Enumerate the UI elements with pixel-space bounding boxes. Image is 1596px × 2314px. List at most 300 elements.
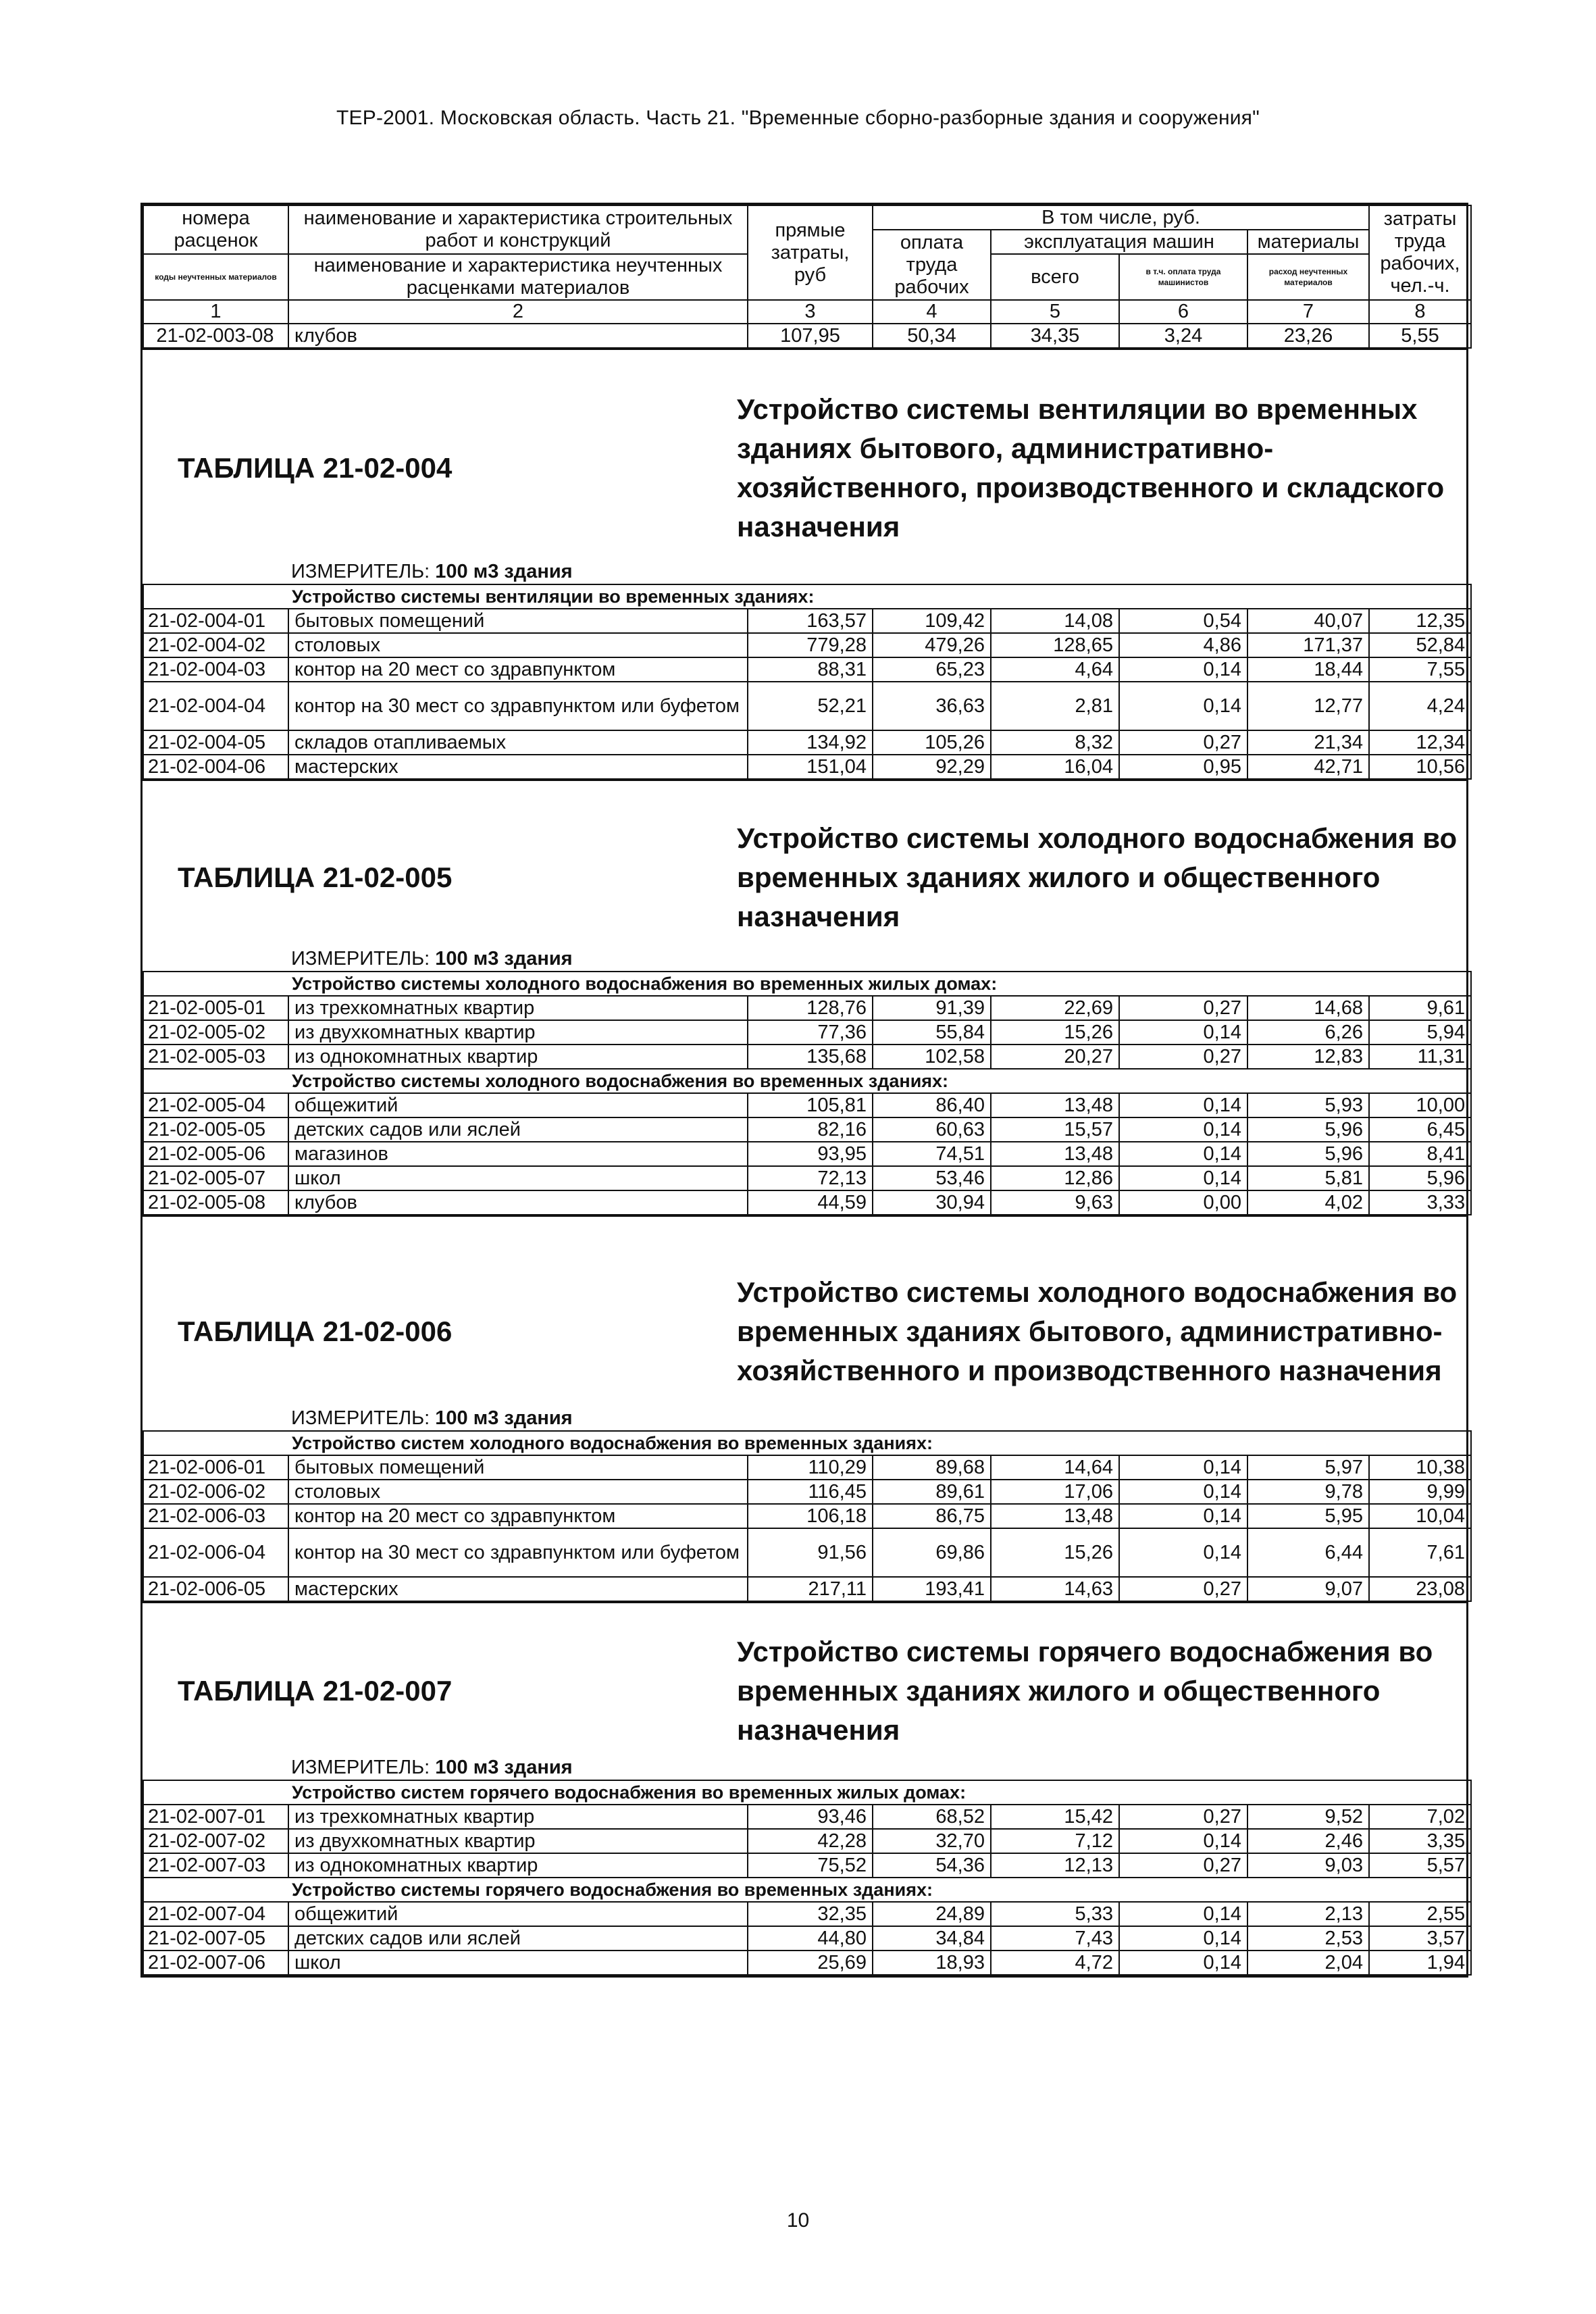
materials: 9,78 (1247, 1480, 1369, 1504)
labor-pay: 60,63 (873, 1117, 991, 1142)
materials: 21,34 (1247, 730, 1369, 755)
rate-code: 21-02-005-03 (143, 1045, 288, 1069)
rate-code: 21-02-006-03 (143, 1504, 288, 1528)
machine-total: 5,33 (991, 1902, 1119, 1926)
table-row (143, 1853, 1471, 1878)
table-row (143, 1902, 1471, 1926)
col-labor-pay-header: оплата труда рабочих (873, 230, 991, 300)
direct-costs: 135,68 (748, 1045, 873, 1069)
table-row (143, 996, 1471, 1020)
machine-total: 12,86 (991, 1166, 1119, 1190)
table-label: ТАБЛИЦА 21-02-004 (178, 452, 453, 484)
rates-sheet (140, 203, 1468, 1978)
work-name: контор на 20 мест со здравпунктом (288, 1504, 748, 1528)
machine-total: 14,08 (991, 609, 1119, 633)
labor-pay: 36,63 (873, 682, 991, 730)
work-name: контор на 30 мест со здравпунктом или буфетом (288, 1528, 748, 1577)
operator-pay: 0,14 (1119, 1902, 1247, 1926)
materials: 171,37 (1247, 633, 1369, 657)
rate-code: 21-02-006-02 (143, 1480, 288, 1504)
rate-code: 21-02-004-01 (143, 609, 288, 633)
machine-total: 17,06 (991, 1480, 1119, 1504)
measure-label: ИЗМЕРИТЕЛЬ: (291, 1407, 430, 1429)
machine-total: 2,81 (991, 682, 1119, 730)
machine-total: 128,65 (991, 633, 1119, 657)
work-name: бытовых помещений (288, 1455, 748, 1480)
table-row (143, 1455, 1471, 1480)
rate-table (143, 584, 1472, 780)
machine-total: 8,32 (991, 730, 1119, 755)
labor-pay: 102,58 (873, 1045, 991, 1069)
labor-hours: 5,55 (1369, 324, 1471, 348)
operator-pay: 0,27 (1119, 1805, 1247, 1829)
rate-code: 21-02-007-04 (143, 1902, 288, 1926)
labor-hours: 11,31 (1369, 1045, 1471, 1069)
materials: 2,13 (1247, 1902, 1369, 1926)
rate-code: 21-02-005-08 (143, 1190, 288, 1215)
direct-costs: 77,36 (748, 1020, 873, 1045)
work-name: из однокомнатных квартир (288, 1853, 748, 1878)
measure-label: ИЗМЕРИТЕЛЬ: (291, 1757, 430, 1778)
machine-total: 9,63 (991, 1190, 1119, 1215)
labor-pay: 89,68 (873, 1455, 991, 1480)
labor-hours: 1,94 (1369, 1951, 1471, 1975)
operator-pay: 0,27 (1119, 1577, 1247, 1601)
labor-pay: 32,70 (873, 1829, 991, 1853)
rate-code: 21-02-005-04 (143, 1093, 288, 1117)
labor-hours: 3,57 (1369, 1926, 1471, 1951)
work-name: складов отапливаемых (288, 730, 748, 755)
materials: 40,07 (1247, 609, 1369, 633)
col-materials-header: материалы (1247, 230, 1369, 254)
direct-costs: 25,69 (748, 1951, 873, 1975)
rate-tables (143, 349, 1466, 1976)
materials: 5,81 (1247, 1166, 1369, 1190)
direct-costs: 72,13 (748, 1166, 873, 1190)
table-row (143, 609, 1471, 633)
machine-total: 16,04 (991, 755, 1119, 779)
rate-table (143, 971, 1472, 1215)
machine-total: 13,48 (991, 1504, 1119, 1528)
work-name: клубов (288, 324, 748, 348)
work-name: бытовых помещений (288, 609, 748, 633)
materials: 5,93 (1247, 1093, 1369, 1117)
column-numbers-row (143, 300, 1471, 324)
table-title: Устройство системы холодного водоснабжения во временных зданиях бытового, административно-хозяйственного и производственного назначения (737, 1276, 1458, 1386)
work-name: из двухкомнатных квартир (288, 1829, 748, 1853)
section-heading-row (143, 1069, 1471, 1093)
table-title: Устройство системы горячего водоснабжения во временных зданиях жилого и общественного назначения (737, 1636, 1433, 1746)
labor-pay: 69,86 (873, 1528, 991, 1577)
labor-hours: 10,56 (1369, 755, 1471, 779)
section-heading-row (143, 972, 1471, 996)
table-row (143, 1951, 1471, 1975)
direct-costs: 44,59 (748, 1190, 873, 1215)
labor-pay: 91,39 (873, 996, 991, 1020)
machine-total: 12,13 (991, 1853, 1119, 1878)
operator-pay: 0,14 (1119, 1926, 1247, 1951)
direct-costs: 52,21 (748, 682, 873, 730)
column-header-table (143, 205, 1472, 349)
labor-hours: 23,08 (1369, 1577, 1471, 1601)
labor-hours: 10,04 (1369, 1504, 1471, 1528)
section-heading: Устройство системы горячего водоснабжения во временных зданиях: (143, 1878, 1471, 1902)
operator-pay: 0,14 (1119, 1951, 1247, 1975)
col-machine-operation-header: эксплуатация машин (991, 230, 1247, 254)
labor-pay: 86,75 (873, 1504, 991, 1528)
operator-pay: 0,14 (1119, 1829, 1247, 1853)
rate-code: 21-02-006-04 (143, 1528, 288, 1577)
materials: 6,44 (1247, 1528, 1369, 1577)
machine-total: 22,69 (991, 996, 1119, 1020)
operator-pay: 0,14 (1119, 657, 1247, 682)
section-heading: Устройство системы холодного водоснабжения во временных жилых домах: (143, 972, 1471, 996)
direct-costs: 91,56 (748, 1528, 873, 1577)
rate-code: 21-02-005-01 (143, 996, 288, 1020)
labor-pay: 74,51 (873, 1142, 991, 1166)
labor-pay: 89,61 (873, 1480, 991, 1504)
labor-pay: 92,29 (873, 755, 991, 779)
materials: 6,26 (1247, 1020, 1369, 1045)
table-row (143, 1166, 1471, 1190)
work-name: столовых (288, 1480, 748, 1504)
machine-total: 14,63 (991, 1577, 1119, 1601)
work-name: контор на 20 мест со здравпунктом (288, 657, 748, 682)
labor-hours: 2,55 (1369, 1902, 1471, 1926)
direct-costs: 93,46 (748, 1805, 873, 1829)
measure-unit (143, 559, 1466, 584)
labor-hours: 9,61 (1369, 996, 1471, 1020)
labor-pay: 86,40 (873, 1093, 991, 1117)
work-name: общежитий (288, 1093, 748, 1117)
machine-total: 15,26 (991, 1020, 1119, 1045)
table-row (143, 1045, 1471, 1069)
operator-pay: 0,14 (1119, 1020, 1247, 1045)
direct-costs: 75,52 (748, 1853, 873, 1878)
table-row (143, 1190, 1471, 1215)
measure-unit (143, 947, 1466, 971)
rate-code: 21-02-004-04 (143, 682, 288, 730)
direct-costs: 82,16 (748, 1117, 873, 1142)
col-rate-number-header: номера расценок (143, 205, 288, 254)
col-including-header: В том числе, руб. (873, 205, 1369, 230)
column-number: 3 (748, 300, 873, 324)
materials: 14,68 (1247, 996, 1369, 1020)
table-row (143, 1020, 1471, 1045)
col-operator-pay-header: в т.ч. оплата труда машинистов (1119, 254, 1247, 300)
materials: 23,26 (1247, 324, 1369, 348)
labor-hours: 7,55 (1369, 657, 1471, 682)
machine-total: 15,42 (991, 1805, 1119, 1829)
operator-pay: 0,27 (1119, 1853, 1247, 1878)
labor-hours: 9,99 (1369, 1480, 1471, 1504)
work-name: магазинов (288, 1142, 748, 1166)
work-name: мастерских (288, 755, 748, 779)
operator-pay: 0,14 (1119, 1480, 1247, 1504)
table-title-block (143, 1602, 1466, 1780)
operator-pay: 0,14 (1119, 1504, 1247, 1528)
table-row (143, 657, 1471, 682)
labor-hours: 12,35 (1369, 609, 1471, 633)
section-heading-row (143, 1780, 1471, 1805)
labor-pay: 30,94 (873, 1190, 991, 1215)
operator-pay: 0,95 (1119, 755, 1247, 779)
rate-code: 21-02-007-05 (143, 1926, 288, 1951)
measure-unit (143, 1755, 1466, 1780)
labor-hours: 3,35 (1369, 1829, 1471, 1853)
rate-code: 21-02-007-06 (143, 1951, 288, 1975)
rate-table (143, 1780, 1472, 1976)
table-label: ТАБЛИЦА 21-02-006 (178, 1315, 453, 1347)
table-row (143, 730, 1471, 755)
materials: 9,07 (1247, 1577, 1369, 1601)
direct-costs: 88,31 (748, 657, 873, 682)
direct-costs: 105,81 (748, 1093, 873, 1117)
section-heading: Устройство систем горячего водоснабжения во временных жилых домах: (143, 1780, 1471, 1805)
operator-pay: 3,24 (1119, 324, 1247, 348)
direct-costs: 110,29 (748, 1455, 873, 1480)
table-row (143, 1142, 1471, 1166)
materials: 5,96 (1247, 1142, 1369, 1166)
work-name: детских садов или яслей (288, 1117, 748, 1142)
labor-pay: 54,36 (873, 1853, 991, 1878)
operator-pay: 0,14 (1119, 682, 1247, 730)
direct-costs: 106,18 (748, 1504, 873, 1528)
materials: 5,95 (1247, 1504, 1369, 1528)
rate-code: 21-02-006-05 (143, 1577, 288, 1601)
operator-pay: 0,14 (1119, 1142, 1247, 1166)
measure-label: ИЗМЕРИТЕЛЬ: (291, 561, 430, 582)
machine-total: 7,12 (991, 1829, 1119, 1853)
column-number: 2 (288, 300, 748, 324)
labor-hours: 5,94 (1369, 1020, 1471, 1045)
rate-code: 21-02-005-02 (143, 1020, 288, 1045)
materials: 2,04 (1247, 1951, 1369, 1975)
operator-pay: 4,86 (1119, 633, 1247, 657)
work-name: школ (288, 1951, 748, 1975)
materials: 9,03 (1247, 1853, 1369, 1878)
labor-hours: 8,41 (1369, 1142, 1471, 1166)
labor-pay: 193,41 (873, 1577, 991, 1601)
labor-pay: 18,93 (873, 1951, 991, 1975)
rate-code: 21-02-004-05 (143, 730, 288, 755)
table-row (143, 1504, 1471, 1528)
materials: 12,83 (1247, 1045, 1369, 1069)
labor-hours: 12,34 (1369, 730, 1471, 755)
col-direct-costs-header: прямые затраты, руб (748, 205, 873, 300)
table-row (143, 633, 1471, 657)
col-work-name-header: наименование и характеристика строительных работ и конструкций (288, 205, 748, 254)
column-number: 1 (143, 300, 288, 324)
operator-pay: 0,27 (1119, 730, 1247, 755)
table-row (143, 324, 1471, 348)
rate-code: 21-02-006-01 (143, 1455, 288, 1480)
operator-pay: 0,27 (1119, 1045, 1247, 1069)
labor-hours: 7,61 (1369, 1528, 1471, 1577)
operator-pay: 0,00 (1119, 1190, 1247, 1215)
work-name: из трехкомнатных квартир (288, 1805, 748, 1829)
measure-value: 100 м3 здания (435, 561, 573, 582)
work-name: мастерских (288, 1577, 748, 1601)
table-title-block (143, 1215, 1466, 1430)
machine-total: 7,43 (991, 1926, 1119, 1951)
operator-pay: 0,27 (1119, 996, 1247, 1020)
page-number: 10 (786, 2209, 810, 2232)
materials: 4,02 (1247, 1190, 1369, 1215)
table-label: ТАБЛИЦА 21-02-007 (178, 1675, 453, 1707)
labor-pay: 24,89 (873, 1902, 991, 1926)
labor-pay: 65,23 (873, 657, 991, 682)
work-name: школ (288, 1166, 748, 1190)
machine-total: 13,48 (991, 1093, 1119, 1117)
labor-hours: 4,24 (1369, 682, 1471, 730)
work-name: из двухкомнатных квартир (288, 1020, 748, 1045)
machine-total: 20,27 (991, 1045, 1119, 1069)
measure-value: 100 м3 здания (435, 948, 573, 970)
direct-costs: 44,80 (748, 1926, 873, 1951)
section-heading-row (143, 584, 1471, 609)
labor-pay: 68,52 (873, 1805, 991, 1829)
labor-pay: 479,26 (873, 633, 991, 657)
table-title: Устройство системы холодного водоснабжения во временных зданиях жилого и общественного назначения (737, 822, 1458, 932)
machine-total: 4,72 (991, 1951, 1119, 1975)
col-machine-total-header: всего (991, 254, 1119, 300)
machine-total: 15,26 (991, 1528, 1119, 1577)
work-name: из однокомнатных квартир (288, 1045, 748, 1069)
work-name: из трехкомнатных квартир (288, 996, 748, 1020)
direct-costs: 128,76 (748, 996, 873, 1020)
column-number: 7 (1247, 300, 1369, 324)
direct-costs: 32,35 (748, 1902, 873, 1926)
section-heading: Устройство систем холодного водоснабжения во временных зданиях: (143, 1431, 1471, 1455)
operator-pay: 0,14 (1119, 1455, 1247, 1480)
rate-table (143, 1430, 1472, 1602)
labor-pay: 34,84 (873, 1926, 991, 1951)
table-row (143, 1805, 1471, 1829)
labor-hours: 10,38 (1369, 1455, 1471, 1480)
machine-total: 4,64 (991, 657, 1119, 682)
materials: 2,46 (1247, 1829, 1369, 1853)
direct-costs: 116,45 (748, 1480, 873, 1504)
rate-code: 21-02-003-08 (143, 324, 288, 348)
rate-code: 21-02-007-03 (143, 1853, 288, 1878)
labor-hours: 3,33 (1369, 1190, 1471, 1215)
table-row (143, 682, 1471, 730)
labor-pay: 55,84 (873, 1020, 991, 1045)
operator-pay: 0,14 (1119, 1528, 1247, 1577)
page-header: ТЕР-2001. Московская область. Часть 21. "Временные сборно-разборные здания и сооружения" (336, 107, 1260, 129)
table-title: Устройство системы вентиляции во временных зданиях бытового, административно-хозяйственного, производственного и складского назначения (737, 393, 1445, 543)
table-row (143, 1480, 1471, 1504)
materials: 18,44 (1247, 657, 1369, 682)
direct-costs: 779,28 (748, 633, 873, 657)
work-name: столовых (288, 633, 748, 657)
materials: 2,53 (1247, 1926, 1369, 1951)
section-heading: Устройство системы холодного водоснабжения во временных зданиях: (143, 1069, 1471, 1093)
labor-hours: 5,57 (1369, 1853, 1471, 1878)
rate-code: 21-02-007-01 (143, 1805, 288, 1829)
operator-pay: 0,14 (1119, 1117, 1247, 1142)
measure-value: 100 м3 здания (435, 1407, 573, 1429)
direct-costs: 134,92 (748, 730, 873, 755)
labor-hours: 10,00 (1369, 1093, 1471, 1117)
table-row (143, 1528, 1471, 1577)
rate-code: 21-02-007-02 (143, 1829, 288, 1853)
rate-code: 21-02-004-03 (143, 657, 288, 682)
table-title-block (143, 780, 1466, 971)
machine-total: 14,64 (991, 1455, 1119, 1480)
labor-pay: 109,42 (873, 609, 991, 633)
rate-code: 21-02-004-06 (143, 755, 288, 779)
section-heading-row (143, 1878, 1471, 1902)
labor-pay: 105,26 (873, 730, 991, 755)
measure-unit (143, 1406, 1466, 1430)
col-material-codes-header: коды неучтенных материалов (143, 254, 288, 300)
direct-costs: 42,28 (748, 1829, 873, 1853)
table-title-block (143, 349, 1466, 584)
section-heading: Устройство системы вентиляции во временных зданиях: (143, 584, 1471, 609)
operator-pay: 0,14 (1119, 1166, 1247, 1190)
rate-code: 21-02-005-06 (143, 1142, 288, 1166)
measure-label: ИЗМЕРИТЕЛЬ: (291, 948, 430, 970)
col-material-names-header: наименование и характеристика неучтенных расценками материалов (288, 254, 748, 300)
table-row (143, 1117, 1471, 1142)
materials: 12,77 (1247, 682, 1369, 730)
machine-total: 13,48 (991, 1142, 1119, 1166)
labor-pay: 50,34 (873, 324, 991, 348)
direct-costs: 163,57 (748, 609, 873, 633)
direct-costs: 151,04 (748, 755, 873, 779)
column-number: 6 (1119, 300, 1247, 324)
machine-total: 15,57 (991, 1117, 1119, 1142)
col-labor-hours-header: затраты труда рабочих, чел.-ч. (1369, 205, 1471, 300)
table-label: ТАБЛИЦА 21-02-005 (178, 861, 453, 893)
rate-code: 21-02-004-02 (143, 633, 288, 657)
operator-pay: 0,54 (1119, 609, 1247, 633)
section-heading-row (143, 1431, 1471, 1455)
labor-hours: 5,96 (1369, 1166, 1471, 1190)
column-number: 4 (873, 300, 991, 324)
table-row (143, 1577, 1471, 1601)
table-row (143, 755, 1471, 779)
work-name: общежитий (288, 1902, 748, 1926)
col-material-consumption-header: расход неучтенных материалов (1247, 254, 1369, 300)
table-row (143, 1093, 1471, 1117)
work-name: детских садов или яслей (288, 1926, 748, 1951)
materials: 5,97 (1247, 1455, 1369, 1480)
direct-costs: 107,95 (748, 324, 873, 348)
labor-hours: 52,84 (1369, 633, 1471, 657)
rate-code: 21-02-005-07 (143, 1166, 288, 1190)
rate-code: 21-02-005-05 (143, 1117, 288, 1142)
work-name: контор на 30 мест со здравпунктом или буфетом (288, 682, 748, 730)
labor-hours: 6,45 (1369, 1117, 1471, 1142)
table-row (143, 1926, 1471, 1951)
labor-hours: 7,02 (1369, 1805, 1471, 1829)
materials: 42,71 (1247, 755, 1369, 779)
direct-costs: 217,11 (748, 1577, 873, 1601)
table-row (143, 1829, 1471, 1853)
column-number: 8 (1369, 300, 1471, 324)
column-number: 5 (991, 300, 1119, 324)
work-name: клубов (288, 1190, 748, 1215)
direct-costs: 93,95 (748, 1142, 873, 1166)
measure-value: 100 м3 здания (435, 1757, 573, 1778)
operator-pay: 0,14 (1119, 1093, 1247, 1117)
materials: 5,96 (1247, 1117, 1369, 1142)
machine-total: 34,35 (991, 324, 1119, 348)
labor-pay: 53,46 (873, 1166, 991, 1190)
